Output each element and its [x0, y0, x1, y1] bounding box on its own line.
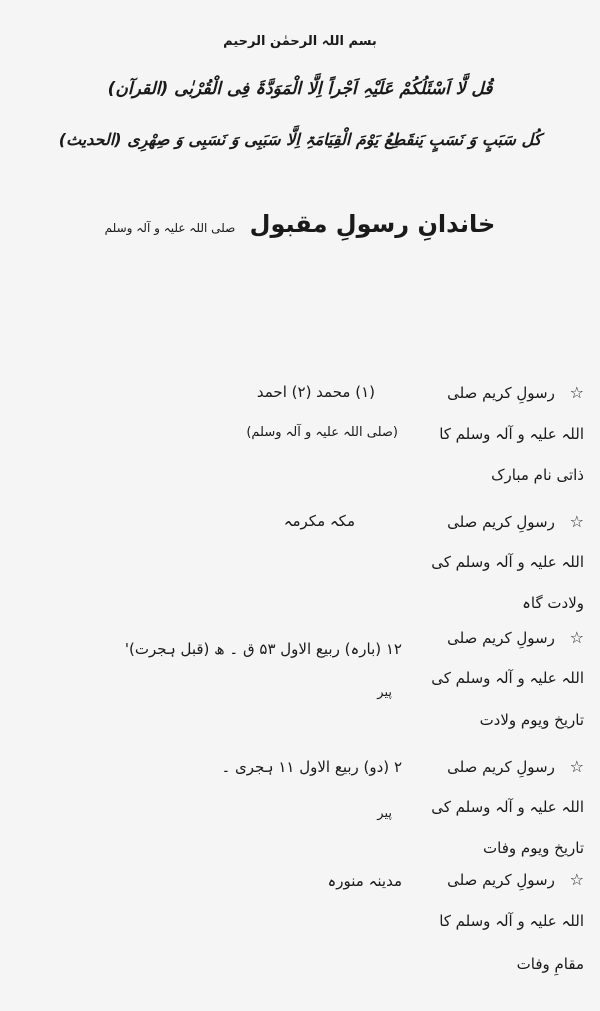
page-title	[0, 210, 600, 238]
entry-label-line: ولادت گاہ	[522, 594, 584, 612]
star-icon: ☆	[569, 512, 584, 531]
entry-label-line: رسولِ کریم صلی	[447, 758, 555, 776]
entry-value: مدینہ منورہ	[327, 872, 402, 890]
entry-value: پیر	[377, 806, 392, 821]
entry-value: ۲ (دو) ربیع الاول ۱۱ ہجری ۔	[221, 758, 402, 776]
star-icon: ☆	[569, 383, 584, 402]
entry-label-line: اللہ علیہ و آلہ وسلم کی	[431, 669, 584, 687]
quran-verse: قُل لَّا اَسْئَلُکُمْ عَلَیْہِ اَجْراً اِلَّا الْمَوَدَّۃَ فِی الْقُرْبٰی (القرآن)	[107, 79, 493, 99]
entry-label-line: ذاتی نام مبارک	[491, 466, 584, 484]
entry-label-line: رسولِ کریم صلی	[447, 629, 555, 647]
entry-label-line: اللہ علیہ و آلہ وسلم کی	[431, 798, 584, 816]
entry-label-line: مقامِ وفات	[516, 955, 584, 973]
star-icon: ☆	[569, 870, 584, 889]
entry-label-line: رسولِ کریم صلی	[447, 871, 555, 889]
entry-value: مکہ مکرمہ	[283, 512, 355, 530]
entry-value: پیر	[377, 685, 392, 700]
entry-value: (صلی اللہ علیہ و آلہ وسلم)	[246, 425, 398, 440]
entry-label-line: اللہ علیہ و آلہ وسلم کا	[439, 912, 584, 930]
entry-label-line: رسولِ کریم صلی	[447, 384, 555, 402]
entry-label-line: تاریخ ویوم وفات	[483, 839, 584, 857]
title-honorific: صلی اللہ علیہ و آلہ وسلم	[104, 221, 236, 235]
entry-label-line: رسولِ کریم صلی	[447, 513, 555, 531]
title-text: خاندانِ رسولِ مقبول	[249, 210, 496, 238]
entry-label-line: تاریخ ویوم ولادت	[479, 711, 584, 729]
hadith-text: کُل سَبَبٍ وَ نَسَبٍ یَنقَطِعُ یَوْمَ الْقِیَامَۃِ اِلَّا سَبَبِی وَ نَسَبِی وَ صِھْرِی (الحدیث)	[58, 130, 542, 149]
entry-label-line: اللہ علیہ و آلہ وسلم کا	[439, 425, 584, 443]
entry-value: ۱۲ (بارہ) ربیع الاول ۵۳ ق ۔ ھ (قبل ہجرت)'	[124, 640, 402, 658]
entry-value: (۱) محمد (۲) احمد	[256, 383, 375, 401]
star-icon: ☆	[569, 757, 584, 776]
bismillah: بسم اللہ الرحمٰن الرحیم	[223, 34, 377, 49]
entry-label-line: اللہ علیہ و آلہ وسلم کی	[431, 553, 584, 571]
star-icon: ☆	[569, 628, 584, 647]
